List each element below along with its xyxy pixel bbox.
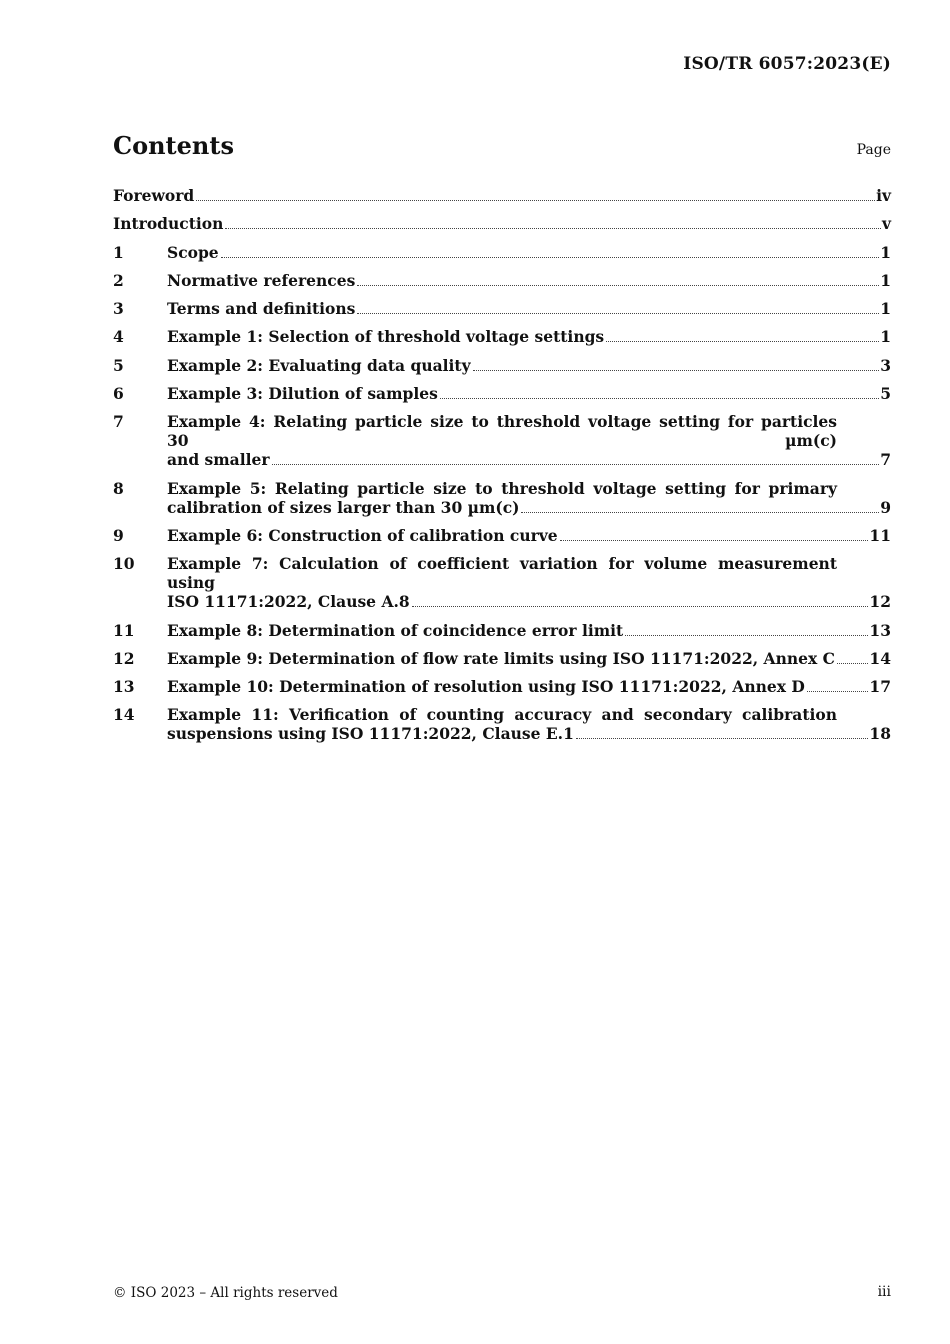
toc-leader-dots bbox=[440, 397, 879, 399]
toc-leader-dots bbox=[807, 690, 869, 692]
toc-leader-dots bbox=[221, 256, 880, 258]
toc-leader-dots bbox=[560, 539, 869, 541]
toc-entry-number: 7 bbox=[113, 412, 124, 432]
toc-leader-dots bbox=[837, 662, 868, 664]
toc-entry-title: Example 1: Selection of threshold voltage settings bbox=[167, 327, 605, 347]
toc-entry-title-line2: and smaller bbox=[167, 450, 270, 470]
toc-entry-title-line1: Example 11: Verification of counting accuracy and secondary calibration bbox=[167, 705, 837, 725]
toc-leader-dots bbox=[225, 227, 881, 229]
toc-entry-page: 18 bbox=[869, 724, 891, 744]
page-column-label: Page bbox=[856, 142, 891, 158]
toc-leader-dots bbox=[606, 340, 879, 342]
toc-entry-4[interactable] bbox=[113, 327, 891, 346]
toc-entry-number: 12 bbox=[113, 648, 135, 668]
toc-entry-13[interactable] bbox=[113, 677, 891, 696]
toc-entry-page: iv bbox=[876, 186, 891, 205]
toc-entry-title-line1: Example 4: Relating particle size to threshold voltage setting for particles 30 µm(c) bbox=[167, 412, 837, 451]
toc-entry-foreword[interactable] bbox=[113, 186, 891, 205]
toc-entry-title: Example 3: Dilution of samples bbox=[167, 384, 438, 404]
toc-entry-title: Example 10: Determination of resolution using ISO 11171:2022, Annex D bbox=[167, 677, 805, 697]
toc-entry-page: 9 bbox=[880, 497, 891, 517]
toc-entry-title: Foreword bbox=[113, 186, 195, 205]
toc-entry-title-line2: ISO 11171:2022, Clause A.8 bbox=[167, 592, 410, 612]
toc-entry-6[interactable] bbox=[113, 384, 891, 403]
toc-entry-page: 17 bbox=[869, 677, 891, 697]
toc-entry-title-line2: suspensions using ISO 11171:2022, Clause E.1 bbox=[167, 724, 574, 744]
toc-entry-number: 3 bbox=[113, 299, 124, 319]
toc-entry-page: 7 bbox=[880, 450, 891, 470]
contents-heading: Contents bbox=[113, 131, 234, 160]
toc-entry-2[interactable] bbox=[113, 271, 891, 290]
toc-entry-page: 14 bbox=[869, 648, 891, 668]
toc-leader-dots bbox=[576, 737, 869, 739]
toc-entry-title-line2: calibration of sizes larger than 30 µm(c) bbox=[167, 497, 520, 517]
toc-entry-title: Introduction bbox=[113, 214, 224, 234]
toc-entry-page: 12 bbox=[869, 592, 891, 612]
toc-entry-number: 13 bbox=[113, 677, 135, 697]
toc-entry-1[interactable] bbox=[113, 243, 891, 262]
page-number: iii bbox=[877, 1284, 891, 1300]
toc-entry-11[interactable] bbox=[113, 621, 891, 640]
toc-entry-14[interactable] bbox=[113, 705, 891, 743]
toc-entry-12[interactable] bbox=[113, 649, 891, 668]
table-of-contents bbox=[113, 186, 891, 753]
toc-entry-title: Terms and definitions bbox=[167, 299, 356, 319]
toc-entry-number: 1 bbox=[113, 242, 124, 262]
toc-entry-title-line1: Example 5: Relating particle size to threshold voltage setting for primary bbox=[167, 478, 837, 498]
toc-entry-3[interactable] bbox=[113, 299, 891, 318]
copyright-notice: © ISO 2023 – All rights reserved bbox=[113, 1285, 338, 1301]
toc-entry-title: Scope bbox=[167, 242, 219, 262]
toc-entry-title-line1: Example 7: Calculation of coefficient variation for volume measurement using bbox=[167, 554, 837, 593]
toc-entry-introduction[interactable] bbox=[113, 214, 891, 233]
toc-entry-page: 1 bbox=[880, 299, 891, 319]
toc-leader-dots bbox=[357, 312, 879, 314]
toc-entry-title: Example 6: Construction of calibration curve bbox=[167, 525, 558, 545]
document-id: ISO/TR 6057:2023(E) bbox=[683, 54, 891, 74]
toc-entry-page: v bbox=[881, 214, 891, 234]
toc-entry-page: 1 bbox=[880, 242, 891, 262]
toc-entry-5[interactable] bbox=[113, 356, 891, 375]
toc-leader-dots bbox=[625, 634, 868, 636]
toc-leader-dots bbox=[473, 369, 880, 371]
toc-entry-number: 5 bbox=[113, 355, 124, 375]
toc-leader-dots bbox=[412, 605, 869, 607]
toc-entry-number: 14 bbox=[113, 705, 135, 725]
toc-entry-title: Normative references bbox=[167, 270, 356, 290]
toc-entry-page: 1 bbox=[880, 270, 891, 290]
toc-entry-page: 3 bbox=[880, 355, 891, 375]
toc-entry-number: 6 bbox=[113, 384, 124, 404]
toc-entry-number: 11 bbox=[113, 620, 135, 640]
toc-leader-dots bbox=[196, 199, 875, 201]
toc-entry-7[interactable] bbox=[113, 412, 891, 469]
toc-entry-page: 13 bbox=[869, 620, 891, 640]
toc-entry-page: 11 bbox=[869, 525, 891, 545]
toc-leader-dots bbox=[272, 463, 880, 465]
toc-entry-8[interactable] bbox=[113, 479, 891, 517]
toc-entry-10[interactable] bbox=[113, 554, 891, 611]
toc-entry-title: Example 2: Evaluating data quality bbox=[167, 355, 471, 375]
toc-entry-number: 4 bbox=[113, 327, 124, 347]
toc-entry-page: 5 bbox=[880, 384, 891, 404]
toc-entry-number: 10 bbox=[113, 554, 135, 574]
toc-entry-number: 9 bbox=[113, 525, 124, 545]
toc-entry-title: Example 9: Determination of flow rate limits using ISO 11171:2022, Annex C bbox=[167, 648, 835, 668]
toc-leader-dots bbox=[521, 511, 879, 513]
toc-entry-number: 8 bbox=[113, 478, 124, 498]
toc-leader-dots bbox=[357, 284, 879, 286]
toc-entry-9[interactable] bbox=[113, 526, 891, 545]
toc-entry-number: 2 bbox=[113, 270, 124, 290]
toc-entry-page: 1 bbox=[880, 327, 891, 347]
toc-entry-title: Example 8: Determination of coincidence error limit bbox=[167, 620, 624, 640]
